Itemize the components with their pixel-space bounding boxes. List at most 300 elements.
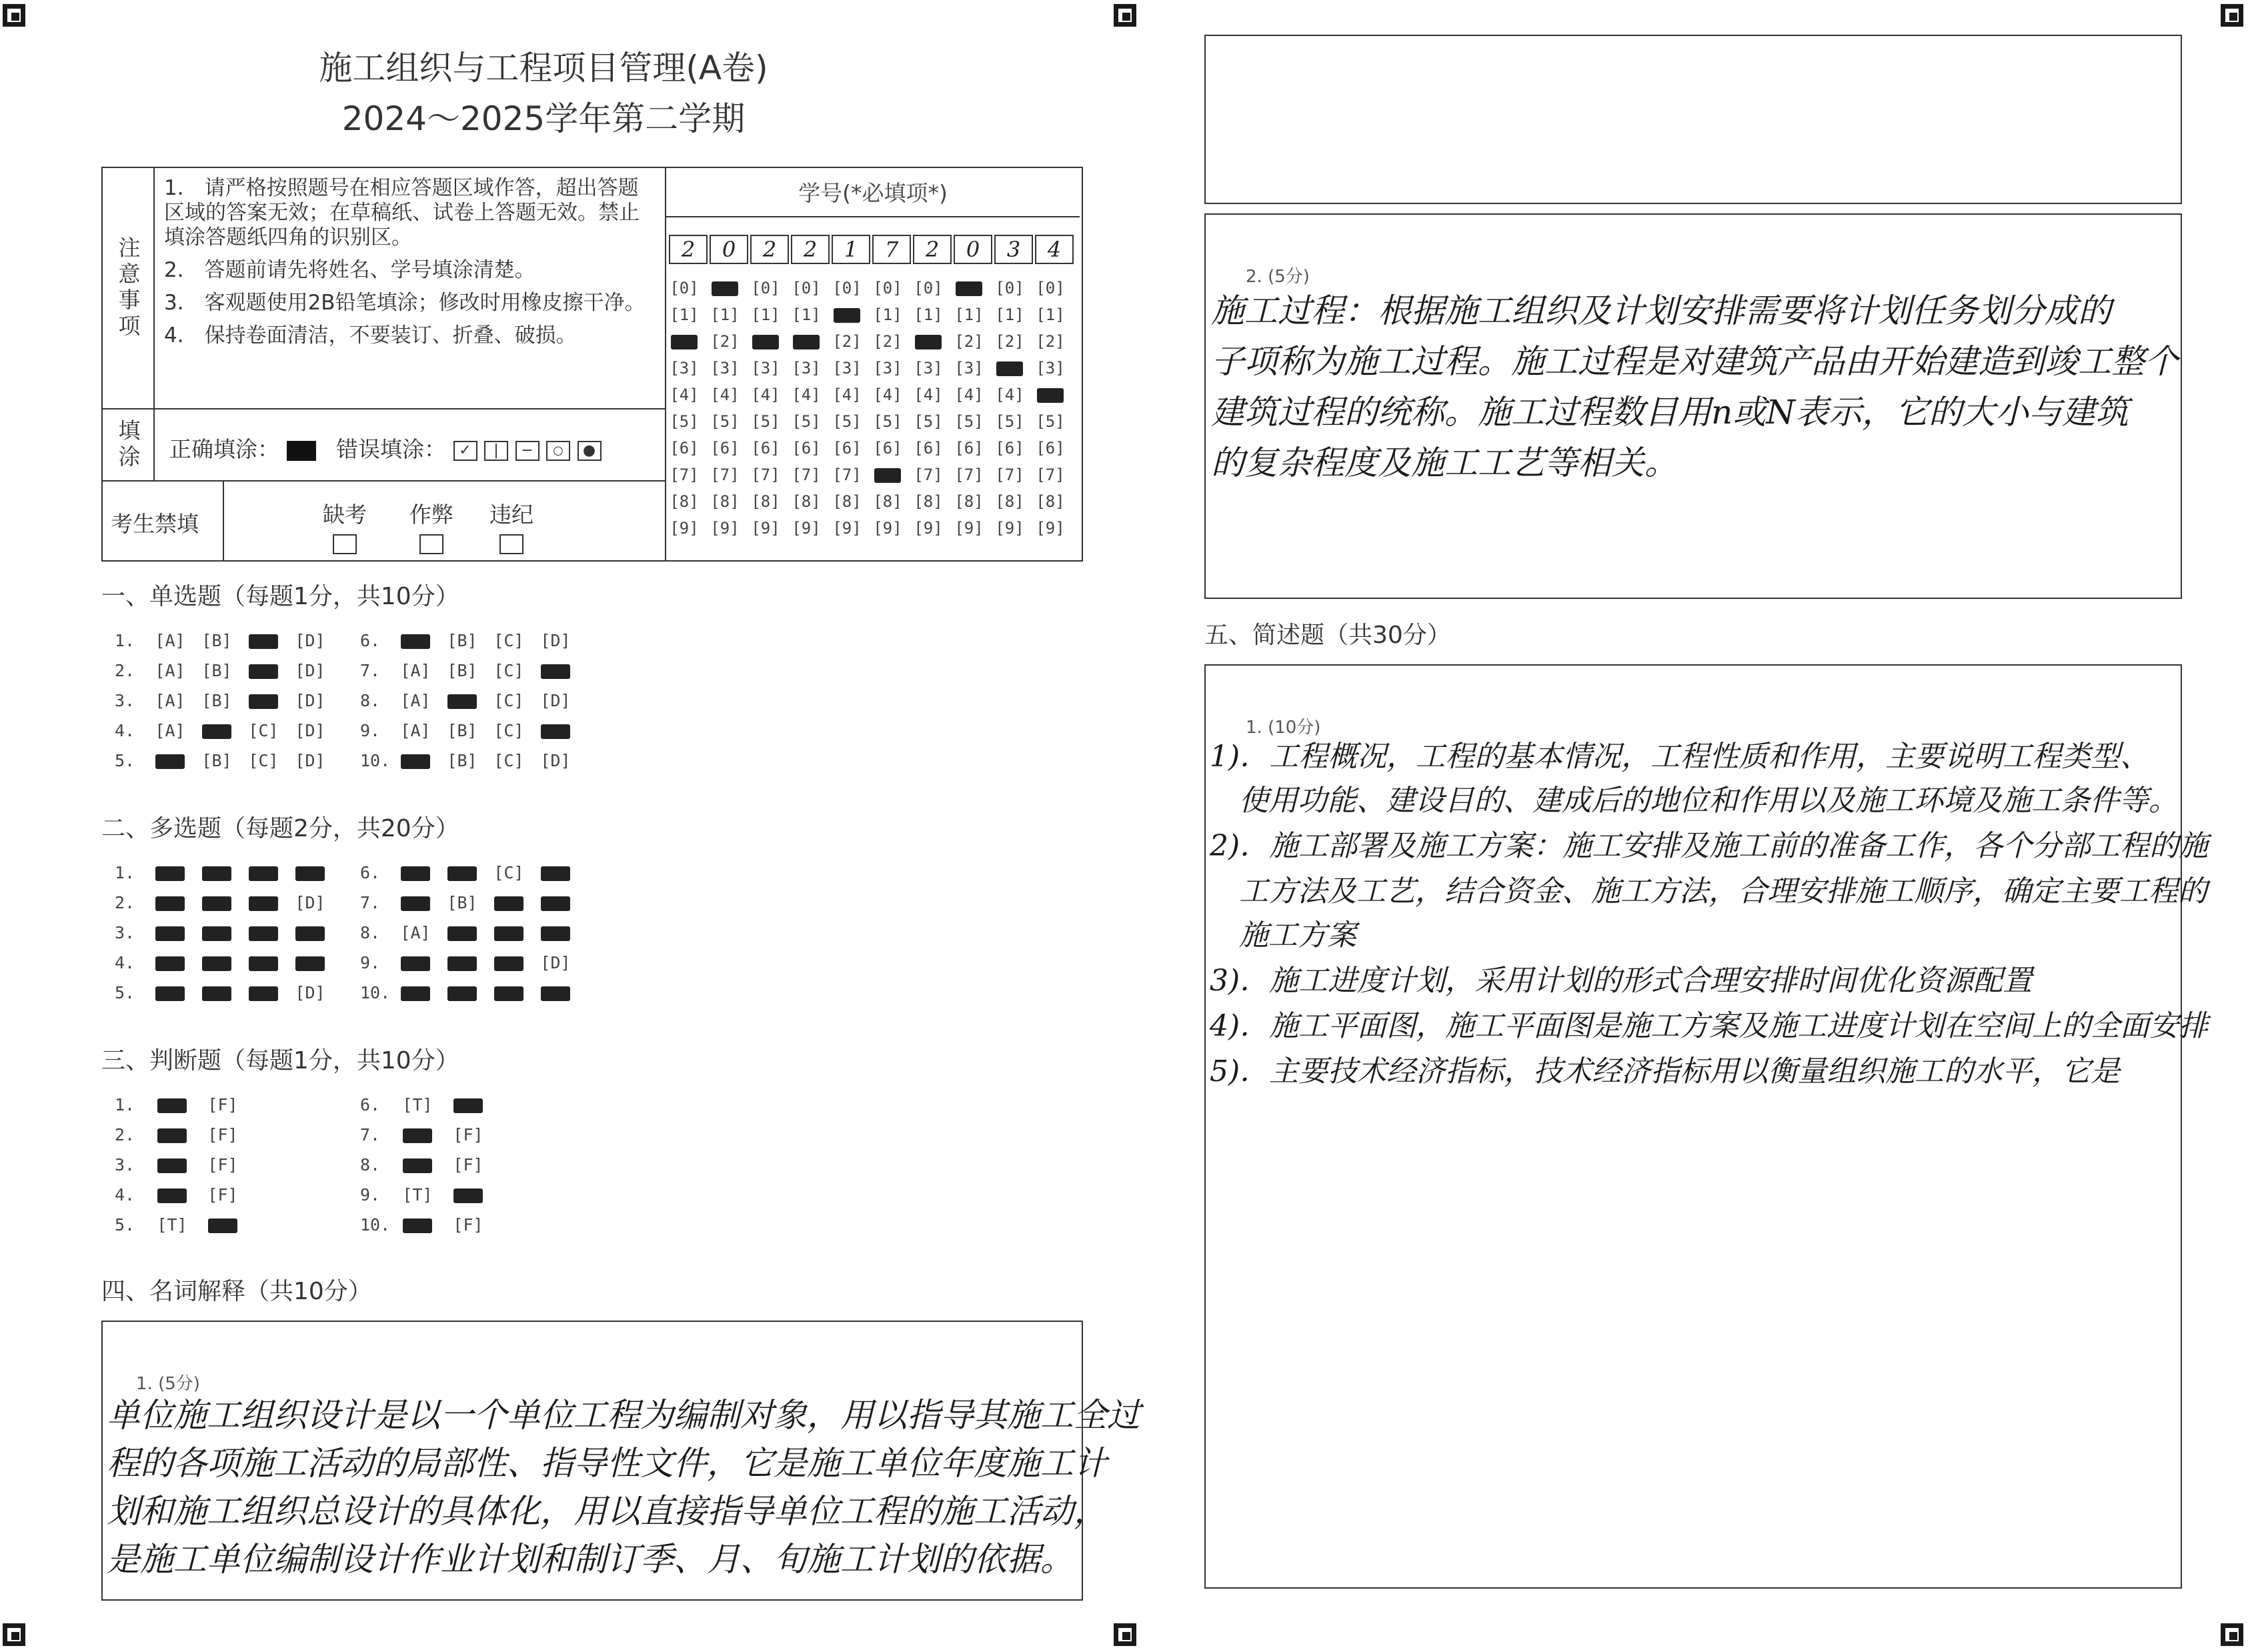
question-number: 8.	[360, 923, 381, 942]
question-number: 4.	[115, 953, 135, 972]
id-bubble[interactable]: [5]	[1036, 412, 1065, 431]
option-bubble[interactable]: [A]	[400, 691, 431, 710]
answer-row	[115, 1125, 248, 1144]
answer-row	[360, 1095, 493, 1114]
wrong-mark-dot: ●	[578, 441, 602, 461]
notice-label: 注意事项	[103, 168, 155, 408]
id-bubble[interactable]: [3]	[670, 359, 699, 377]
id-bubble[interactable]: [4]	[792, 385, 821, 404]
short-q1-line-8: 5)．主要技术经济指标，技术经济指标用以衡量组织施工的水平，它是	[1210, 1054, 2121, 1088]
option-bubble[interactable]: [B]	[447, 631, 477, 650]
id-bubble[interactable]: [1]	[1036, 305, 1065, 324]
option-bubble[interactable]: [B]	[201, 751, 232, 770]
option-bubble[interactable]: [F]	[207, 1095, 238, 1114]
option-bubble[interactable]: [T]	[402, 1095, 433, 1114]
student-id-digit-5[interactable]: 1	[832, 235, 870, 264]
id-bubble[interactable]	[669, 328, 700, 355]
id-bubble[interactable]: [5]	[873, 412, 902, 431]
id-bubble[interactable]: [3]	[954, 359, 984, 377]
option-bubble[interactable]: [B]	[447, 721, 477, 740]
id-bubble[interactable]: [0]	[670, 279, 699, 297]
notice-item-2: 2. 答题前请先将姓名、学号填涂清楚。	[164, 258, 535, 282]
option-bubble[interactable]: [D]	[540, 631, 571, 650]
option-bubble[interactable]	[485, 923, 532, 942]
student-id-digit-8[interactable]: 0	[954, 235, 992, 264]
id-bubble[interactable]: [8]	[751, 492, 780, 511]
option-bubble[interactable]	[193, 893, 240, 912]
student-id-label: 学号(*必填项*)	[798, 180, 948, 206]
id-bubble[interactable]: [9]	[751, 519, 780, 538]
student-id-digit-1[interactable]: 2	[669, 235, 708, 264]
option-bubble[interactable]: [D]	[540, 691, 571, 710]
id-bubble[interactable]: [9]	[873, 519, 902, 538]
term-subtitle: 2024～2025学年第二学期	[341, 99, 746, 138]
id-bubble[interactable]: [4]	[954, 385, 984, 404]
id-bubble[interactable]: [6]	[954, 439, 984, 458]
question-number: 1.	[115, 1095, 135, 1114]
short-q1-label: 1. (10分)	[1246, 718, 1321, 738]
id-bubble[interactable]: [7]	[670, 466, 699, 484]
id-bubble[interactable]: [9]	[954, 519, 984, 538]
short-q1-line-7: 4)．施工平面图，施工平面图是施工方案及施工进度计划在空间上的全面安排	[1210, 1009, 2209, 1043]
option-bubble[interactable]	[485, 983, 532, 1002]
student-id-column-7	[913, 275, 944, 542]
id-bubble[interactable]: [5]	[710, 412, 740, 431]
id-bubble[interactable]: [6]	[751, 439, 780, 458]
id-bubble[interactable]: [6]	[914, 439, 943, 458]
id-bubble[interactable]	[994, 355, 1025, 381]
fill-correct-sample	[287, 441, 316, 461]
id-bubble[interactable]	[791, 328, 822, 355]
id-bubble[interactable]: [6]	[1036, 439, 1065, 458]
option-bubble[interactable]	[147, 1125, 197, 1144]
option-bubble[interactable]: [C]	[493, 721, 524, 740]
question-number: 2.	[115, 1125, 135, 1144]
question-number: 8.	[360, 691, 381, 710]
info-box	[101, 167, 1083, 562]
option-bubble[interactable]	[287, 863, 333, 882]
section-single-choice-title: 一、单选题（每题1分，共10分）	[101, 583, 459, 610]
option-bubble[interactable]	[147, 751, 193, 770]
id-bubble[interactable]: [7]	[995, 466, 1024, 484]
option-bubble[interactable]	[392, 1215, 443, 1234]
id-bubble[interactable]: [1]	[710, 305, 740, 324]
id-bubble[interactable]: [8]	[873, 492, 902, 511]
id-bubble[interactable]: [9]	[995, 519, 1024, 538]
option-bubble[interactable]: [C]	[248, 751, 279, 770]
id-bubble[interactable]: [9]	[792, 519, 821, 538]
id-bubble[interactable]: [8]	[995, 492, 1024, 511]
option-bubble[interactable]	[532, 923, 579, 942]
question-number: 3.	[115, 923, 135, 942]
question-number: 10.	[360, 751, 391, 770]
term-q1-line-2: 程的各项施工活动的局部性、指导性文件，它是施工单位年度施工计	[107, 1444, 1107, 1483]
id-bubble[interactable]: [8]	[1036, 492, 1065, 511]
answer-row	[115, 1155, 248, 1174]
id-bubble[interactable]: [7]	[710, 466, 740, 484]
id-bubble[interactable]: [1]	[792, 305, 821, 324]
answer-row	[360, 661, 579, 680]
option-bubble[interactable]: [B]	[201, 691, 232, 710]
id-bubble[interactable]: [8]	[670, 492, 699, 511]
id-bubble[interactable]: [9]	[914, 519, 943, 538]
answer-row	[360, 631, 579, 650]
short-q1-line-5: 施工方案	[1210, 918, 1356, 952]
blank-answer-box[interactable]	[1204, 35, 2182, 204]
option-bubble[interactable]: [C]	[493, 751, 524, 770]
option-bubble[interactable]	[147, 1185, 197, 1204]
option-bubble[interactable]: [T]	[157, 1215, 187, 1234]
id-bubble[interactable]: [6]	[832, 439, 862, 458]
option-bubble[interactable]	[197, 1215, 248, 1234]
id-bubble[interactable]: [1]	[914, 305, 943, 324]
option-bubble[interactable]: [F]	[207, 1155, 238, 1174]
id-bubble[interactable]: [4]	[832, 385, 862, 404]
question-number: 7.	[360, 893, 381, 912]
id-bubble[interactable]: [2]	[710, 332, 740, 351]
option-bubble[interactable]: [B]	[201, 661, 232, 680]
option-bubble[interactable]: [T]	[402, 1185, 433, 1204]
option-bubble[interactable]	[147, 863, 193, 882]
answer-row	[360, 691, 579, 710]
option-bubble[interactable]: [A]	[155, 721, 185, 740]
option-bubble[interactable]: [D]	[540, 751, 571, 770]
id-bubble[interactable]: [3]	[710, 359, 740, 377]
option-bubble[interactable]	[147, 1095, 197, 1114]
answer-row	[115, 863, 333, 882]
option-bubble[interactable]: [F]	[207, 1185, 238, 1204]
question-number: 6.	[360, 631, 381, 650]
student-id-column-3	[750, 275, 781, 542]
id-bubble[interactable]: [0]	[832, 279, 862, 297]
id-bubble[interactable]	[954, 275, 984, 301]
id-bubble[interactable]: [3]	[914, 359, 943, 377]
question-number: 4.	[115, 1185, 135, 1204]
question-number: 3.	[115, 691, 135, 710]
id-bubble[interactable]: [1]	[670, 305, 699, 324]
option-bubble[interactable]: [F]	[453, 1125, 483, 1144]
id-bubble[interactable]	[750, 328, 781, 355]
id-bubble[interactable]: [7]	[1036, 466, 1065, 484]
id-bubble[interactable]: [8]	[914, 492, 943, 511]
option-bubble[interactable]	[439, 691, 485, 710]
exam-row	[103, 482, 665, 560]
option-bubble[interactable]: [F]	[453, 1215, 483, 1234]
section-multi-choice-title: 二、多选题（每题2分，共20分）	[101, 815, 459, 842]
id-bubble[interactable]: [2]	[995, 332, 1024, 351]
option-bubble[interactable]	[193, 721, 240, 740]
corner-marker-br	[2221, 1623, 2243, 1646]
id-bubble[interactable]: [4]	[710, 385, 740, 404]
option-bubble[interactable]: [D]	[295, 691, 325, 710]
id-bubble[interactable]: [8]	[710, 492, 740, 511]
id-bubble[interactable]	[832, 301, 862, 328]
student-id-column-4	[791, 275, 822, 542]
id-bubble[interactable]: [7]	[832, 466, 862, 484]
page-title: 施工组织与工程项目管理(A卷)	[319, 49, 768, 87]
student-id-digit-4[interactable]: 2	[791, 235, 830, 264]
option-bubble[interactable]: [C]	[248, 721, 279, 740]
id-bubble[interactable]: [7]	[792, 466, 821, 484]
option-bubble[interactable]: [C]	[493, 691, 524, 710]
student-id-digit-10[interactable]: 4	[1035, 235, 1074, 264]
answer-row	[115, 983, 333, 1002]
option-bubble[interactable]	[439, 863, 485, 882]
option-bubble[interactable]	[147, 923, 193, 942]
id-bubble[interactable]: [7]	[954, 466, 984, 484]
option-bubble[interactable]: [A]	[400, 923, 431, 942]
term-q1-label: 1. (5分)	[136, 1374, 200, 1394]
id-bubble[interactable]: [9]	[1036, 519, 1065, 538]
id-bubble[interactable]: [2]	[954, 332, 984, 351]
option-bubble[interactable]	[392, 631, 439, 650]
option-bubble[interactable]: [F]	[453, 1155, 483, 1174]
option-bubble[interactable]: [D]	[540, 953, 571, 972]
id-bubble[interactable]: [1]	[995, 305, 1024, 324]
id-bubble[interactable]: [2]	[1036, 332, 1065, 351]
notice-text	[164, 176, 658, 348]
option-bubble[interactable]	[485, 953, 532, 972]
option-bubble[interactable]	[240, 631, 287, 650]
option-bubble[interactable]	[485, 893, 532, 912]
option-bubble[interactable]: [B]	[201, 631, 232, 650]
option-bubble[interactable]	[532, 893, 579, 912]
id-bubble[interactable]: [6]	[995, 439, 1024, 458]
id-bubble[interactable]: [7]	[751, 466, 780, 484]
answer-row	[360, 721, 579, 740]
question-number: 7.	[360, 661, 381, 680]
option-bubble[interactable]: [C]	[493, 661, 524, 680]
answer-row	[360, 863, 579, 882]
id-bubble[interactable]: [0]	[914, 279, 943, 297]
option-bubble[interactable]	[439, 923, 485, 942]
id-bubble[interactable]: [0]	[792, 279, 821, 297]
question-number: 6.	[360, 1095, 381, 1114]
id-bubble[interactable]: [4]	[995, 385, 1024, 404]
id-bubble[interactable]: [9]	[710, 519, 740, 538]
id-bubble[interactable]: [0]	[1036, 279, 1065, 297]
section-term-definition-title: 四、名词解释（共10分）	[101, 1278, 372, 1305]
option-bubble[interactable]	[392, 1155, 443, 1174]
id-bubble[interactable]: [5]	[954, 412, 984, 431]
id-bubble[interactable]: [1]	[873, 305, 902, 324]
option-bubble[interactable]	[439, 983, 485, 1002]
option-bubble[interactable]	[240, 923, 287, 942]
option-bubble[interactable]	[392, 953, 439, 972]
id-bubble[interactable]: [1]	[751, 305, 780, 324]
id-bubble[interactable]: [9]	[670, 519, 699, 538]
question-number: 6.	[360, 863, 381, 882]
option-bubble[interactable]: [D]	[295, 893, 325, 912]
option-bubble[interactable]	[392, 893, 439, 912]
id-bubble[interactable]: [6]	[792, 439, 821, 458]
id-bubble[interactable]: [5]	[995, 412, 1024, 431]
option-bubble[interactable]	[147, 1155, 197, 1174]
option-bubble[interactable]: [D]	[295, 983, 325, 1002]
option-bubble[interactable]	[443, 1095, 493, 1114]
answer-row	[360, 983, 579, 1002]
option-bubble[interactable]	[240, 893, 287, 912]
option-bubble[interactable]: [C]	[493, 631, 524, 650]
id-bubble[interactable]: [7]	[914, 466, 943, 484]
option-bubble[interactable]: [A]	[155, 631, 185, 650]
student-id-digit-6[interactable]: 7	[872, 235, 911, 264]
id-bubble[interactable]: [2]	[832, 332, 862, 351]
id-bubble[interactable]: [3]	[792, 359, 821, 377]
id-bubble[interactable]	[1035, 381, 1066, 408]
id-bubble[interactable]: [8]	[792, 492, 821, 511]
fill-wrong-label: 错误填涂：	[336, 436, 446, 462]
option-bubble[interactable]	[439, 953, 485, 972]
option-bubble[interactable]	[532, 721, 579, 740]
short-q1-line-2: 使用功能、建设目的、建成后的地位和作用以及施工环境及施工条件等。	[1210, 784, 2178, 818]
cheat-checkbox[interactable]	[419, 534, 443, 554]
term-q2-line-3: 建筑过程的统称。施工过程数目用n或N表示，它的大小与建筑	[1211, 393, 2129, 432]
term-q2-line-1: 施工过程：根据施工组织及计划安排需要将计划任务划分成的	[1211, 291, 2111, 330]
term-q1-line-4: 是施工单位编制设计作业计划和制订季、月、旬施工计划的依据。	[107, 1540, 1074, 1579]
term-q2-line-2: 子项称为施工过程。施工过程是对建筑产品由开始建造到竣工整个	[1211, 342, 2178, 381]
term-q2-line-4: 的复杂程度及施工工艺等相关。	[1211, 444, 1678, 482]
id-bubble[interactable]: [4]	[873, 385, 902, 404]
answer-row	[115, 953, 333, 972]
notice-item-3: 3. 客观题使用2B铅笔填涂；修改时用橡皮擦干净。	[164, 291, 646, 315]
question-number: 1.	[115, 631, 135, 650]
term-q1-line-1: 单位施工组织设计是以一个单位工程为编制对象，用以指导其施工全过	[107, 1396, 1140, 1435]
id-bubble[interactable]: [0]	[995, 279, 1024, 297]
short-q1-line-4: 工方法及工艺，结合资金、施工方法，合理安排施工顺序，确定主要工程的	[1210, 874, 2207, 908]
id-bubble[interactable]: [5]	[792, 412, 821, 431]
option-bubble[interactable]: [B]	[447, 893, 477, 912]
corner-marker-tl	[3, 4, 25, 27]
term-q2-answer-box[interactable]	[1204, 213, 2182, 599]
option-bubble[interactable]: [A]	[155, 661, 185, 680]
violation-checkbox[interactable]	[499, 534, 523, 554]
wrong-mark-circle: ○	[546, 441, 570, 461]
id-bubble[interactable]: [3]	[873, 359, 902, 377]
option-bubble[interactable]	[532, 863, 579, 882]
id-bubble[interactable]: [6]	[710, 439, 740, 458]
student-id-grid	[669, 275, 1082, 555]
option-bubble[interactable]	[240, 863, 287, 882]
student-id-digit-2[interactable]: 0	[710, 235, 748, 264]
short-q1-line-1: 1)．工程概况，工程的基本情况，工程性质和作用，主要说明工程类型、	[1210, 740, 2150, 774]
option-bubble[interactable]: [D]	[295, 631, 325, 650]
id-bubble[interactable]	[710, 275, 740, 301]
option-bubble[interactable]: [F]	[207, 1125, 238, 1144]
question-number: 5.	[115, 1215, 135, 1234]
fill-label: 填涂	[115, 419, 141, 471]
option-bubble[interactable]	[147, 953, 193, 972]
corner-marker-tm	[1114, 4, 1136, 27]
id-bubble[interactable]: [8]	[954, 492, 984, 511]
student-id-digit-3[interactable]: 2	[750, 235, 789, 264]
option-bubble[interactable]	[287, 953, 333, 972]
answer-row	[115, 1215, 248, 1234]
id-bubble[interactable]: [5]	[832, 412, 862, 431]
id-bubble[interactable]	[913, 328, 944, 355]
option-bubble[interactable]	[193, 983, 240, 1002]
corner-marker-bl	[3, 1623, 25, 1646]
answer-row	[115, 721, 333, 740]
student-id-digit-7[interactable]: 2	[913, 235, 952, 264]
term-q1-answer-box[interactable]	[101, 1321, 1140, 1601]
id-bubble[interactable]: [0]	[751, 279, 780, 297]
option-bubble[interactable]	[392, 983, 439, 1002]
option-bubble[interactable]: [C]	[493, 863, 524, 882]
id-bubble[interactable]: [6]	[670, 439, 699, 458]
student-id-column-10	[1035, 275, 1066, 542]
id-bubble[interactable]: [4]	[670, 385, 699, 404]
option-bubble[interactable]	[532, 661, 579, 680]
fill-correct-label: 正确填涂：	[169, 436, 279, 462]
id-bubble[interactable]: [3]	[832, 359, 862, 377]
option-bubble[interactable]	[147, 983, 193, 1002]
id-bubble[interactable]: [0]	[873, 279, 902, 297]
student-id-column-6	[872, 275, 903, 542]
option-bubble[interactable]	[532, 983, 579, 1002]
answer-row	[115, 751, 333, 770]
fill-row	[103, 408, 665, 482]
id-bubble[interactable]: [2]	[873, 332, 902, 351]
option-bubble[interactable]	[193, 863, 240, 882]
id-bubble[interactable]: [8]	[832, 492, 862, 511]
id-bubble[interactable]: [5]	[751, 412, 780, 431]
id-bubble[interactable]	[872, 462, 903, 488]
option-bubble[interactable]	[287, 923, 333, 942]
option-bubble[interactable]	[240, 691, 287, 710]
option-bubble[interactable]: [B]	[447, 661, 477, 680]
option-bubble[interactable]: [A]	[400, 721, 431, 740]
option-bubble[interactable]	[443, 1185, 493, 1204]
option-bubble[interactable]	[240, 953, 287, 972]
id-bubble[interactable]: [4]	[751, 385, 780, 404]
option-bubble[interactable]: [A]	[400, 661, 431, 680]
answer-row	[360, 751, 579, 770]
question-number: 2.	[115, 893, 135, 912]
option-bubble[interactable]	[193, 923, 240, 942]
id-bubble[interactable]: [1]	[954, 305, 984, 324]
notice-item-1: 1. 请严格按照题号在相应答题区域作答，超出答题区域的答案无效；在草稿纸、试卷上答题无效。禁止填涂答题纸四角的识别区。	[164, 176, 640, 249]
exam-option-violation: 违纪	[489, 502, 533, 528]
id-bubble[interactable]: [4]	[914, 385, 943, 404]
option-bubble[interactable]: [D]	[295, 721, 325, 740]
student-id-column-8	[954, 275, 984, 542]
option-bubble[interactable]: [B]	[447, 751, 477, 770]
id-bubble[interactable]: [9]	[832, 519, 862, 538]
option-bubble[interactable]: [A]	[155, 691, 185, 710]
option-bubble[interactable]	[193, 953, 240, 972]
id-bubble[interactable]: [6]	[873, 439, 902, 458]
student-id-digit-9[interactable]: 3	[994, 235, 1033, 264]
option-bubble[interactable]: [D]	[295, 751, 325, 770]
option-bubble[interactable]	[392, 1125, 443, 1144]
question-number: 7.	[360, 1125, 381, 1144]
option-bubble[interactable]: [D]	[295, 661, 325, 680]
option-bubble[interactable]	[392, 863, 439, 882]
answer-row	[360, 953, 579, 972]
wrong-mark-check: ✓	[453, 441, 477, 461]
id-bubble[interactable]: [5]	[914, 412, 943, 431]
option-bubble[interactable]	[240, 661, 287, 680]
absent-checkbox[interactable]	[333, 534, 357, 554]
id-bubble[interactable]: [3]	[751, 359, 780, 377]
option-bubble[interactable]	[392, 751, 439, 770]
id-bubble[interactable]: [5]	[670, 412, 699, 431]
id-bubble[interactable]: [3]	[1036, 359, 1065, 377]
option-bubble[interactable]	[240, 983, 287, 1002]
option-bubble[interactable]	[147, 893, 193, 912]
short-q1-answer-box[interactable]	[1204, 664, 2209, 1589]
